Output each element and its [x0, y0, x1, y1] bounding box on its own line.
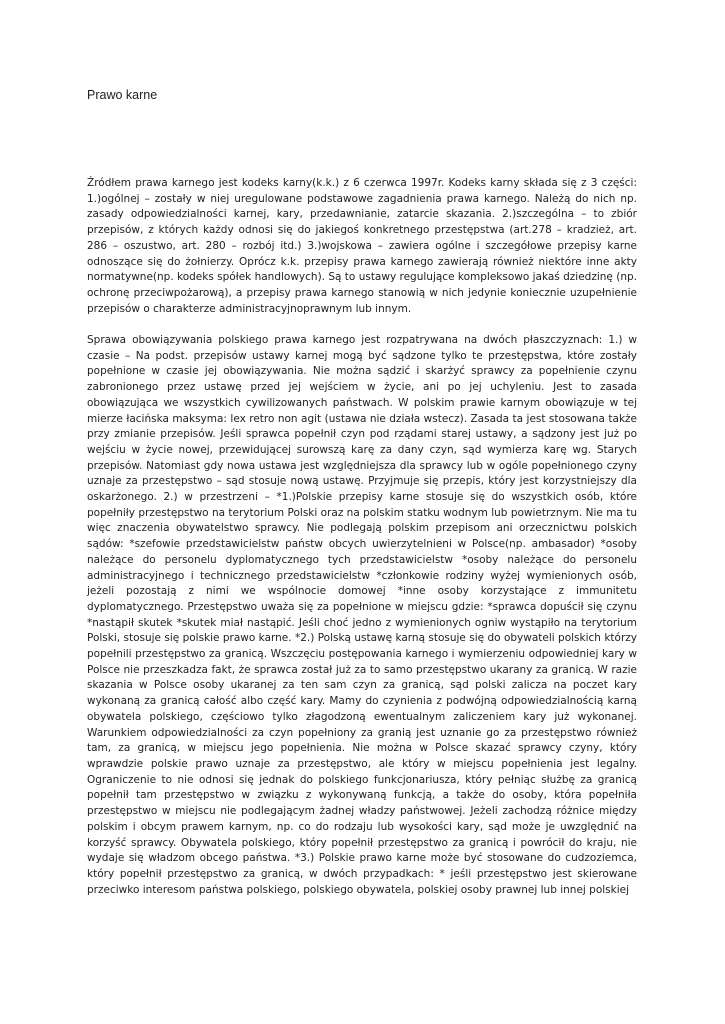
paragraph-sources: Źródłem prawa karnego jest kodeks karny(k.k.) z 6 czerwca 1997r. Kodeks karny składa się z 3 części: 1.)ogólnej – zostały w niej uregulowane podstawowe zagadnienia prawa karnego. Należą do nich np. zasady odpowiedzialności karnej, kary, przedawnianie, zatarcie skazania. 2.)szczególna – to zbiór przepisów, z których każdy odnosi się do jakiegoś konkretnego przestępstwa (art.278 – kradzież, art. 286 – oszustwo, art. 280 – rozbój itd.) 3.)wojskowa – zawiera ogólne i szczegółowe przepisy karne odnoszące się do żołnierzy. Oprócz k.k. przepisy prawa karnego zawierają również niektóre inne akty normatywne(np. kodeks spółek handlowych). Są to ustawy regulujące kompleksowo jakaś dziedzinę (np. ochronę przeciwpożarową), a przepisy prawa karnego stanowią w nich jedynie koniecznie uzupełnienie przepisów o charakterze administracyjnoprawnym lub innym.	[87, 177, 637, 315]
document-title: Prawo karne	[87, 88, 158, 102]
document-body	[87, 176, 637, 898]
paragraph-validity: Sprawa obowiązywania polskiego prawa karnego jest rozpatrywana na dwóch płaszczyznach: 1.) w czasie – Na podst. przepisów ustawy karnej mogą być sądzone tylko te przestępstwa, które zostały popełnione w czasie jej obowiązywania. Nie można sądzić i skarżyć sprawcy za popełnienie czynu zabronionego przez ustawę przed jej wejściem w życie, ani po jej uchyleniu. Jest to zasada obowiązująca we wszystkich cywilizowanych państwach. W polskim prawie karnym obowiązuje w tej mierze łacińska maksyma: lex retro non agit (ustawa nie działa wstecz). Zasada ta jest stosowana także przy zmianie przepisów. Jeśli sprawca popełnił czyn pod rządami starej ustawy, a sądzony jest już po wejściu w życie nowej, przewidującej surowszą karę za dany czyn, sąd wymierza karę wg. Starych przepisów. Natomiast gdy nowa ustawa jest względniejsza dla sprawcy lub w ogóle popełnionego czyny uznaje za przestępstwo – sąd stosuje nową ustawę. Przyjmuje się przepis, który jest korzystniejszy dla oskarżonego. 2.) w przestrzeni – *1.)Polskie przepisy karne stosuje się do wszystkich osób, które popełniły przestępstwo na terytorium Polski oraz na polskim statku wodnym lub powietrznym. Nie ma tu więc znaczenia obywatelstwo sprawcy. Nie podlegają polskim przepisom ani orzecznictwu polskich sądów: *szefowie przedstawicielstw państw obcych uwierzytelnieni w Polsce(np. ambasador) *osoby należące do personelu dyplomatycznego tych przedstawicielstw *osoby należące do personelu administracyjnego i technicznego przedstawicielstw *członkowie rodziny wyżej wymienionych osób, jeżeli pozostają z nimi we wspólnocie domowej *inne osoby korzystające z immunitetu dyplomatycznego. Przestępstwo uważa się za popełnione w miejscu gdzie: *sprawca dopuścił się czynu *nastąpił skutek *skutek miał nastąpić. Jeśli choć jedno z wymienionych ogniw wystąpiło na terytorium Polski, stosuje się polskie prawo karne. *2.) Polską ustawę karną stosuje się do obywateli polskich którzy popełnili przestępstwo za granicą. Wszczęciu postępowania karnego i wymierzeniu odpowiedniej kary w Polsce nie przeszkadza fakt, że sprawca został już za to samo przestępstwo ukarany za granicą. W razie skazania w Polsce osoby ukaranej za ten sam czyn za granicą, sąd polski zalicza na poczet kary wykonaną za granicą całość albo część kary. Mamy do czynienia z podwójną odpowiedzialnością karną obywatela polskiego, częściowo tylko złagodzoną ewentualnym zaliczeniem kary już wykonanej. Warunkiem odpowiedzialności za czyn popełniony za granią jest uznanie go za przestępstwo również tam, za granicą, w miejscu jego popełnienia. Nie można w Polsce skazać sprawcy czyny, który wprawdzie polskie prawo uznaje za przestępstwo, ale który w miejscu popełnienia jest legalny. Ograniczenie to nie odnosi się jednak do polskiego funkcjonariusza, który pełniąc służbę za granicą popełnił tam przestępstwo w związku z wykonywaną funkcją, a także do osoby, która popełniła przestępstwo w miejscu nie podlegającym żadnej władzy państwowej. Jeżeli zachodzą różnice między polskim i obcym prawem karnym, np. co do rodzaju lub wysokości kary, sąd może je uwzględnić na korzyść sprawcy. Obywatela polskiego, który popełnił przestępstwo za granicą i powrócił do kraju, nie wydaje się władzom obcego państwa. *3.) Polskie prawo karne może być stosowane do cudzoziemca, który popełnił przestępstwo za granicą, w dwóch przypadkach: * jeśli przestępstwo jest skierowane przeciwko interesom państwa polskiego, polskiego obywatela, polskiej osoby prawnej lub innej polskiej	[87, 334, 637, 896]
